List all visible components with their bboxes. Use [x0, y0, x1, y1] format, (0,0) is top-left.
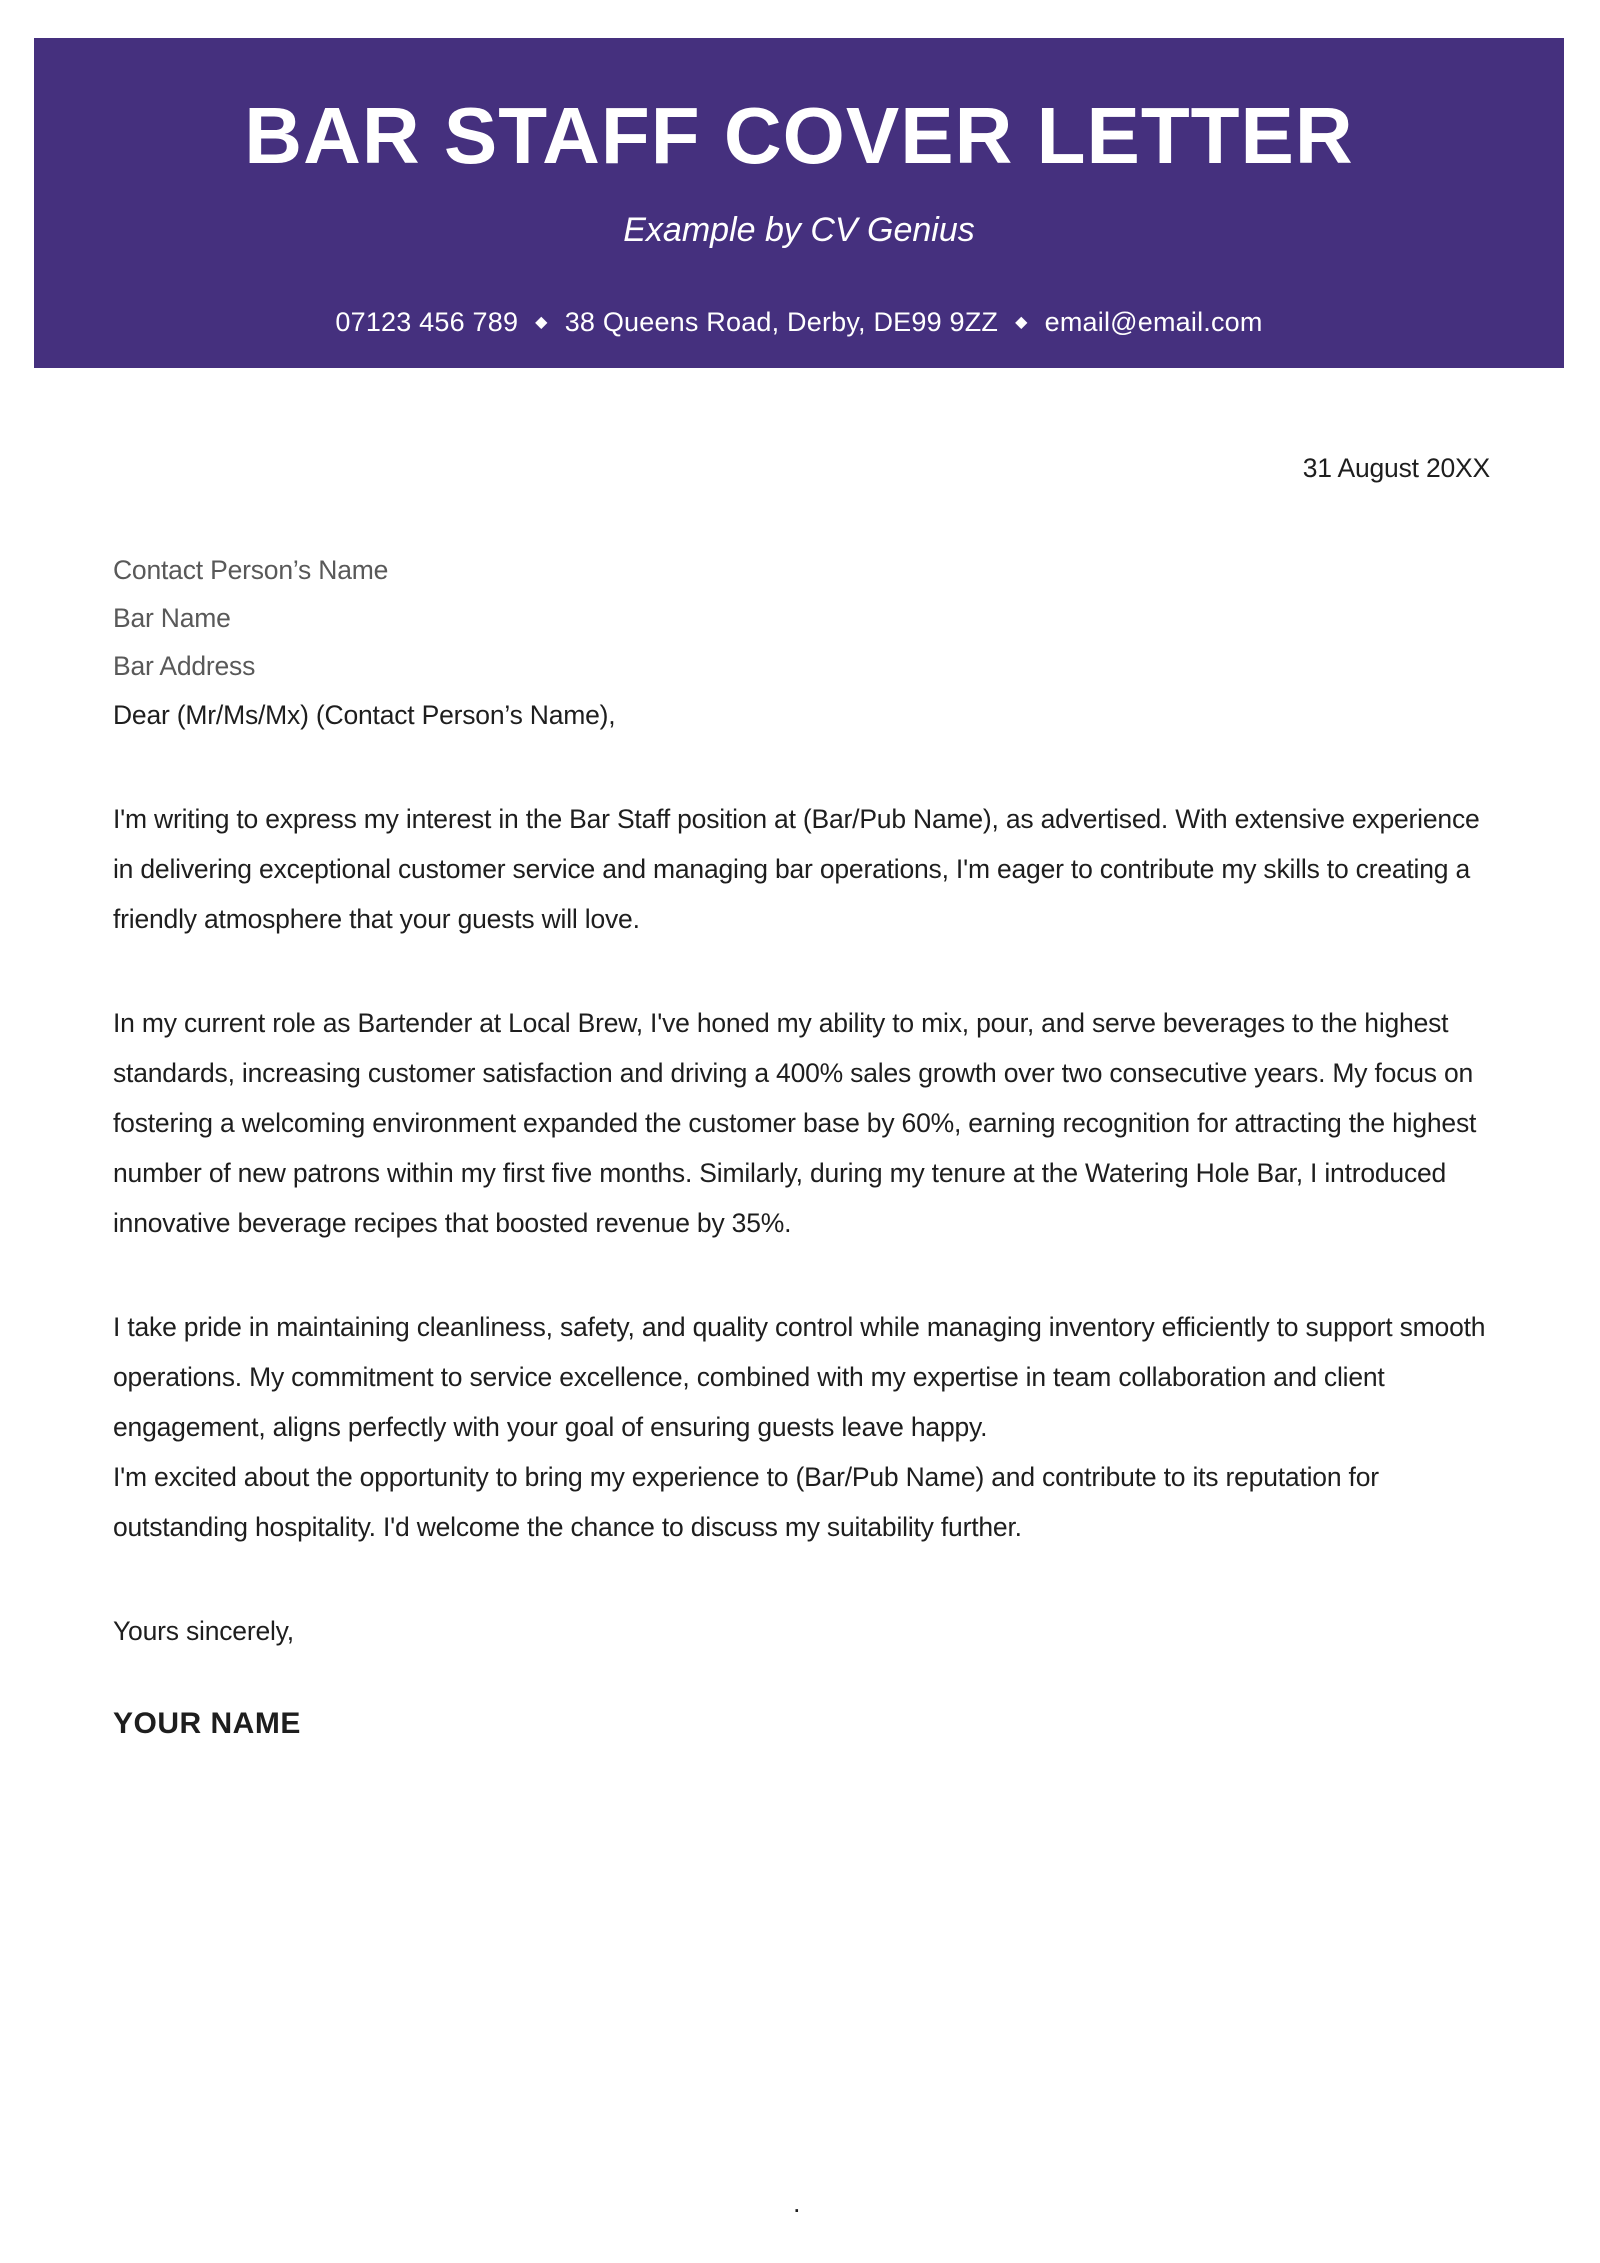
- recipient-bar-address: Bar Address: [113, 651, 256, 681]
- body-paragraph-2: In my current role as Bartender at Local Brew, I've honed my ability to mix, pour, and serve beverages to the highest standards, increasing customer satisfaction and driving a 400% sales growth over two consecutive years. My focus on fostering a welcoming environment expanded the customer base by 60%, earning recognition for attracting the highest number of new patrons within my first five months. Similarly, during my tenure at the Watering Hole Bar, I introduced innovative beverage recipes that boosted revenue by 35%.: [113, 1008, 1477, 1238]
- diamond-separator-icon: ◆: [535, 314, 548, 331]
- body-paragraph-3: I take pride in maintaining cleanliness, safety, and quality control while managing inventory efficiently to support smooth operations. My commitment to service excellence, combined with my expertise in team collaboration and client engagement, aligns perfectly with your goal of ensuring guests leave happy.: [113, 1312, 1486, 1442]
- email-address: email@email.com: [1044, 307, 1263, 337]
- recipient-block: [113, 546, 1490, 690]
- letter-header-banner: [34, 38, 1564, 368]
- postal-address: 38 Queens Road, Derby, DE99 9ZZ: [564, 307, 999, 337]
- body-paragraph-4: I'm excited about the opportunity to bring my experience to (Bar/Pub Name) and contribute to its reputation for outstanding hospitality. I'd welcome the chance to discuss my suitability further.: [113, 1462, 1379, 1542]
- phone-number: 07123 456 789: [335, 307, 519, 337]
- recipient-bar-name: Bar Name: [113, 603, 231, 633]
- letter-body: [0, 450, 1600, 1744]
- recipient-contact-name: Contact Person’s Name: [113, 555, 389, 585]
- letter-date: 31 August 20XX: [1302, 453, 1490, 483]
- contact-info-line: [34, 306, 1564, 339]
- diamond-separator-icon: ◆: [1015, 314, 1028, 331]
- closing-line: Yours sincerely,: [113, 1616, 294, 1646]
- body-paragraph-1: I'm writing to express my interest in the Bar Staff position at (Bar/Pub Name), as advertised. With extensive experience in delivering exceptional customer service and managing bar operations, I'm eager to contribute my skills to creating a friendly atmosphere that your guests will love.: [113, 804, 1480, 934]
- header-subtitle: Example by CV Genius: [623, 211, 975, 249]
- salutation-line: Dear (Mr/Ms/Mx) (Contact Person’s Name),: [113, 700, 616, 730]
- page-title: BAR STAFF COVER LETTER: [244, 91, 1354, 180]
- footer-period: .: [793, 2188, 801, 2218]
- signature-name: YOUR NAME: [113, 1707, 301, 1740]
